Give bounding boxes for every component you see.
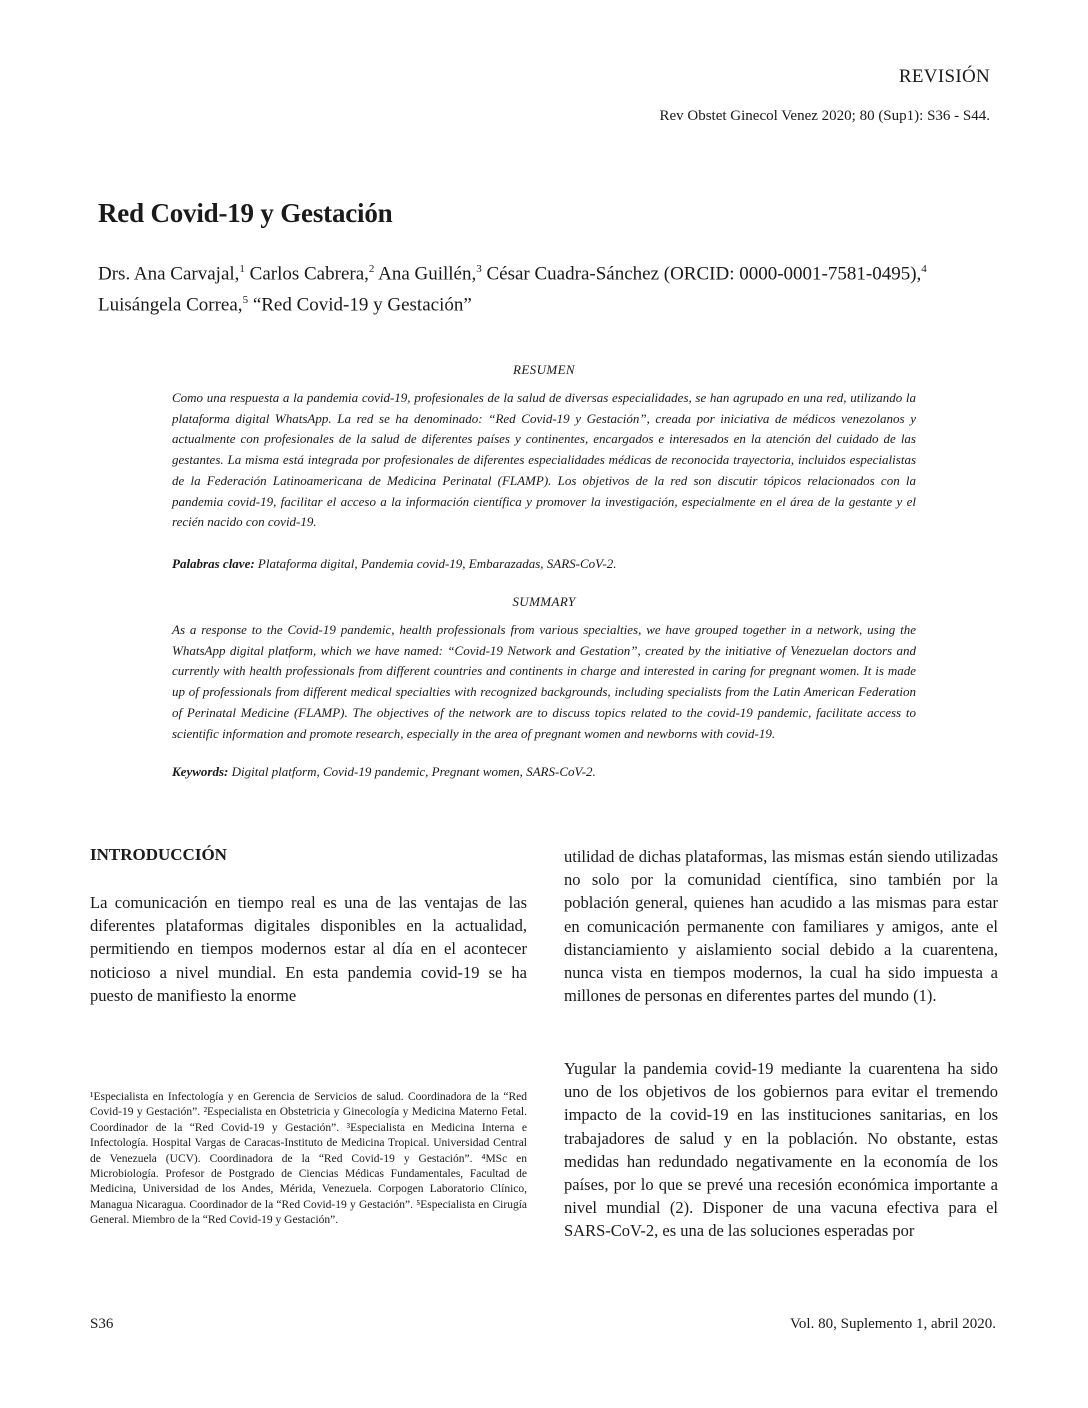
- article-title: Red Covid-19 y Gestación: [98, 198, 393, 228]
- volume-info: Vol. 80, Suplemento 1, abril 2020.: [790, 1316, 996, 1332]
- summary-heading: SUMMARY: [512, 594, 576, 609]
- author-list: [98, 256, 998, 319]
- journal-citation: Rev Obstet Ginecol Venez 2020; 80 (Sup1): S36 - S44.: [659, 108, 990, 124]
- affiliation-mark: 4: [921, 263, 927, 275]
- resumen-keywords: [172, 556, 916, 572]
- author-text: Carlos Cabrera,: [244, 263, 369, 285]
- resumen-heading: RESUMEN: [512, 362, 575, 377]
- affiliation-mark: 3: [476, 263, 482, 275]
- summary-body: As a response to the Covid-19 pandemic, health professionals from various specialties, we have grouped together in a network, using the WhatsApp digital platform, which we have named: “Covid-19 Network and Gestation”, created by the initiative of Venezuelan doctors and currently with health professionals from different countries and continents in charge and interested in caring for pregnant women. It is made up of professionals from different medical specialties with recognized backgrounds, including specialists from the Latin American Federation of Perinatal Medicine (FLAMP). The objectives of the network are to discuss topics related to the covid-19 pandemic, facilitate access to scientific information and promote research, especially in the area of pregnant women and newborns with covid-19.: [172, 622, 916, 741]
- author-text: Ana Guillén,: [374, 263, 477, 285]
- keywords-label: Keywords:: [172, 764, 229, 779]
- keywords-list: Digital platform, Covid-19 pandemic, Pregnant women, SARS-CoV-2.: [228, 764, 596, 779]
- resumen-body: Como una respuesta a la pandemia covid-19, profesionales de la salud de diversas especialidades, se han agrupado en una red, utilizando la plataforma digital WhatsApp. La red se ha denominado: “Red Covid-19 y Gestación”, creada por iniciativa de médicos venezolanos y actualmente con profesionales de la salud de diferentes países y continentes, encargados e interesados en la atención del cuidado de las gestantes. La misma está integrada por profesionales de diferentes especialidades médicas de reconocida trayectoria, incluidos especialistas de la Federación Latinoamericana de Medicina Perinatal (FLAMP). Los objetivos de la red son discutir tópicos relacionados con la pandemia covid-19, facilitar el acceso a la información científica y promover la investigación, especialmente en el área de la gestante y el recién nacido con covid-19.: [172, 390, 916, 530]
- section-label: REVISIÓN: [898, 66, 990, 87]
- page-number: S36: [90, 1316, 114, 1332]
- affiliation-mark: 5: [242, 294, 249, 307]
- author-text: César Cuadra-Sánchez (ORCID: 0000-0001-7581-0495),: [481, 263, 922, 285]
- author-text: “Red Covid-19 y Gestación”: [248, 294, 472, 316]
- author-affiliations: ¹Especialista en Infectología y en Gerencia de Servicios de salud. Coordinadora de la “Red Covid-19 y Gestación”. ²Especialista en Obstetricia y Ginecología y Medicina Materno Fetal. Coordinador de la “Red Covid-19 y Gestación”. ³Especialista en Medicina Interna e Infectología. Hospital Vargas de Caracas-Instituto de Medicina Tropical. Universidad Central de Venezuela (UCV). Coordinadora de la “Red Covid-19 y Gestación”. ⁴MSc en Microbiología. Profesor de Postgrado de Ciencias Médicas Fundamentales, Facultad de Medicina, Universidad de los Andes, Mérida, Venezuela. Corpogen Laboratorio Clínico, Managua Nicaragua. Coordinador de la “Red Covid-19 y Gestación”. ⁵Especialista en Cirugía General. Miembro de la “Red Covid-19 y Gestación”.: [90, 1091, 527, 1227]
- keywords-label: Palabras clave:: [172, 556, 255, 571]
- author-text: Drs. Ana Carvajal,: [98, 263, 240, 285]
- summary-keywords: [172, 764, 916, 780]
- body-paragraph-right-2: Yugular la pandemia covid-19 mediante la cuarentena ha sido uno de los objetivos de los gobiernos para evitar el tremendo impacto de la covid-19 en las instituciones sanitarias, en los trabajadores de salud y en la población. No obstante, estas medidas han redundado negativamente en la economía de los países, por lo que se prevé una recesión económica importante a nivel mundial (2). Disponer de una vacuna efectiva para el SARS-CoV-2, es una de las soluciones esperadas por: [564, 1059, 998, 1241]
- affiliation-mark: 1: [239, 263, 245, 275]
- section-heading-introduccion: INTRODUCCIÓN: [90, 845, 227, 864]
- body-paragraph-right-1: utilidad de dichas plataformas, las mismas están siendo utilizadas no solo por la comunidad científica, sino también por la población general, quienes han acudido a las mismas para estar en comunicación permanente con familiares y amigos, ante el distanciamiento y aislamiento social debido a la cuarentena, nunca vista en tiempos modernos, la cual ha sido impuesta a millones de personas en diferentes partes del mundo (1).: [564, 847, 998, 1006]
- body-paragraph-left: La comunicación en tiempo real es una de las ventajas de las diferentes plataformas digitales disponibles en la actualidad, permitiendo en tiempos modernos estar al día en el acontecer noticioso a nivel mundial. En esta pandemia covid-19 se ha puesto de manifiesto la enorme: [90, 893, 527, 1005]
- author-text: Luisángela Correa,: [98, 294, 243, 316]
- affiliation-mark: 2: [368, 263, 375, 275]
- keywords-list: Plataforma digital, Pandemia covid-19, Embarazadas, SARS-CoV-2.: [254, 556, 617, 571]
